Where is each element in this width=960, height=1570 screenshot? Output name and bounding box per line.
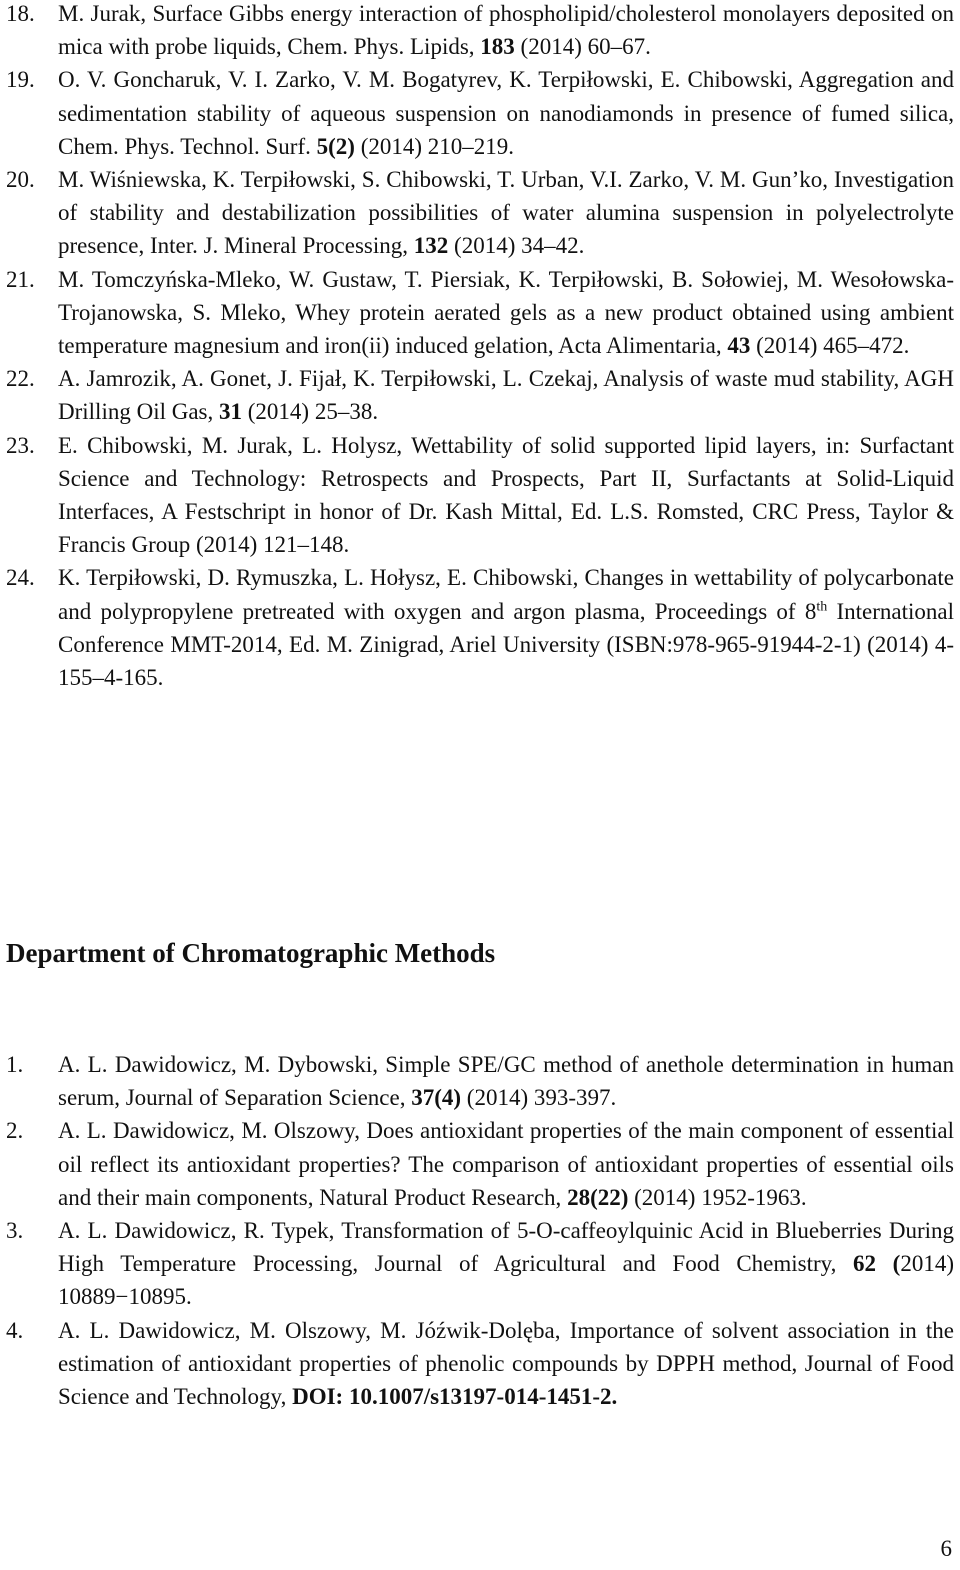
reference-journal: Chem. Phys. Lipids, xyxy=(287,34,481,60)
reference-volume: 28(22) xyxy=(567,1184,629,1210)
reference-title: Investigation of stability and destabilization possibilities of water alumina suspension in polyelectrolyte presence, xyxy=(58,167,954,259)
reference-number: 5. 22. xyxy=(6,366,35,392)
reference-volume: 31 xyxy=(219,399,242,425)
reference-number: 7. 24. xyxy=(6,565,35,591)
reference-volume: 37(4) xyxy=(411,1085,462,1111)
reference-authors: O. V. Goncharuk, V. I. Zarko, V. M. Bogatyrev, K. Terpiłowski, E. Chibowski, xyxy=(58,67,799,93)
reference-authors: K. Terpiłowski, D. Rymuszka, L. Hołysz, E. Chibowski, xyxy=(58,565,585,591)
reference-journal: Journal of Agricultural and Food Chemistry, xyxy=(374,1251,854,1277)
reference-text xyxy=(58,1114,954,1214)
reference-number: 3. 20. xyxy=(6,167,35,193)
reference-number: 2. 2. xyxy=(6,1118,24,1144)
page-number: 6 xyxy=(940,1536,952,1561)
reference-journal: Acta Alimentaria, xyxy=(558,333,728,359)
reference-authors: M. Jurak, xyxy=(58,1,153,26)
reference-item xyxy=(0,429,960,562)
reference-item xyxy=(0,1214,960,1314)
reference-number: 2. 19. xyxy=(6,67,35,93)
reference-pages: (2014) 34–42. xyxy=(448,233,585,259)
reference-title: Simple SPE/GC method of anethole determination in human serum, xyxy=(58,1052,955,1111)
reference-pages: (2014) 465–472. xyxy=(750,333,910,359)
reference-text xyxy=(58,1048,954,1114)
reference-title: Transformation of 5-O-caffeoylquinic Acid in Blueberries During High Temperature Processing, xyxy=(58,1218,954,1277)
reference-volume: 43 xyxy=(727,333,751,359)
reference-title: Does antioxidant properties of the main component of essential oil reflect its antioxidant properties? The comparison of antioxidant properties of essential oils and their main components, xyxy=(58,1118,955,1210)
reference-journal: Journal of Separation Science, xyxy=(125,1085,412,1111)
reference-authors: E. Chibowski, M. Jurak, L. Holysz, xyxy=(58,432,412,458)
reference-volume: 5(2) xyxy=(316,133,355,159)
reference-authors: A. L. Dawidowicz, M. Olszowy, xyxy=(58,1118,367,1144)
reference-text xyxy=(58,561,954,694)
reference-list-top xyxy=(0,0,960,694)
reference-pages: (2014) 4-155–4-165. xyxy=(58,631,954,691)
reference-title: Aggregation and sedimentation stability of aqueous suspension on nanodiamonds in presence of fumed silica, xyxy=(58,67,954,126)
reference-title: Wettability of solid supported lipid layers, in: xyxy=(411,432,860,458)
reference-text xyxy=(58,263,954,363)
reference-number: 4. 4. xyxy=(6,1317,24,1343)
reference-journal: Chem. Phys. Technol. Surf. xyxy=(58,133,317,159)
reference-authors: A. L. Dawidowicz, M. Dybowski, xyxy=(58,1052,386,1077)
reference-journal: Surfactant Science and Technology: Retrospects and Prospects, Part II, Surfactants at Solid-Liquid Interfaces, A Festschript in honor of Dr. Kash Mittal, Ed. L.S. Romsted, CRC Press, Taylor & Francis Group xyxy=(58,432,955,558)
reference-title: Whey protein aerated gels as a new product obtained using ambient temperature magnesium and iron(ii) induced gelation, xyxy=(58,299,954,359)
reference-pages: (2014) 121–148. xyxy=(195,532,350,558)
reference-text xyxy=(58,0,954,63)
reference-doi: DOI: 10.1007/s13197-014-1451-2. xyxy=(292,1384,618,1410)
reference-pages: (2014) 25–38. xyxy=(242,399,379,425)
reference-pages: (2014) 210–219. xyxy=(354,133,515,159)
reference-volume: 62 ( xyxy=(853,1251,901,1277)
reference-journal: AGH Drilling Oil Gas, xyxy=(58,366,954,425)
reference-number: 4. 21. xyxy=(6,266,35,292)
reference-title: Changes in wettability of polycarbonate and polypropylene pretreated with oxygen and argon plasma, xyxy=(58,565,954,624)
reference-number: 1. 18. xyxy=(6,1,35,26)
reference-item xyxy=(0,263,960,363)
reference-authors: A. L. Dawidowicz, R. Typek, xyxy=(58,1218,342,1244)
reference-item xyxy=(0,1314,960,1414)
reference-authors: M. Tomczyńska-Mleko, W. Gustaw, T. Piersiak, K. Terpiłowski, B. Sołowiej, M. Wesołowska-Trojanowska, S. Mleko, xyxy=(58,266,954,325)
reference-volume: 183 xyxy=(480,34,515,60)
section-heading: Department of Chromatographic Methods xyxy=(6,938,496,968)
reference-pages: 2014) 10889−10895. xyxy=(58,1251,954,1310)
reference-journal-continued: International Conference MMT-2014, Ed. M. Zinigrad, Ariel University (ISBN:978-965-91944-2-1) xyxy=(58,598,954,657)
reference-text xyxy=(58,1314,954,1414)
reference-list-bottom xyxy=(0,1048,960,1413)
reference-pages: (2014) 393-397. xyxy=(461,1085,617,1111)
reference-pages: (2014) 1952-1963. xyxy=(628,1184,807,1210)
reference-authors: M. Wiśniewska, K. Terpiłowski, S. Chibowski, T. Urban, V.I. Zarko, V. M. Gun’ko, xyxy=(58,167,834,193)
reference-item xyxy=(0,1114,960,1214)
reference-item xyxy=(0,362,960,428)
reference-authors: A. Jamrozik, A. Gonet, J. Fijał, K. Terpiłowski, L. Czekaj, xyxy=(58,366,604,392)
reference-number: 1. 1. xyxy=(6,1052,24,1077)
reference-item xyxy=(0,163,960,263)
reference-journal: Inter. J. Mineral Processing, xyxy=(149,233,414,259)
reference-item xyxy=(0,63,960,163)
reference-title: Surface Gibbs energy interaction of phospholipid/cholesterol monolayers deposited on mica with probe liquids, xyxy=(58,1,954,60)
reference-text xyxy=(58,429,954,562)
reference-title: Analysis of waste mud stability, xyxy=(603,366,905,392)
reference-pages: (2014) 60–67. xyxy=(514,34,651,60)
reference-title: Importance of solvent association in the estimation of antioxidant properties of phenolic compounds by DPPH method, xyxy=(58,1317,954,1376)
reference-text xyxy=(58,63,954,163)
reference-item xyxy=(0,0,960,63)
reference-text xyxy=(58,1214,954,1314)
reference-journal: Journal of Food Science and Technology, xyxy=(58,1350,954,1410)
reference-item xyxy=(0,1048,960,1114)
reference-journal: Natural Product Research, xyxy=(319,1184,568,1210)
reference-volume: 132 xyxy=(413,233,449,259)
reference-number: 6. 23. xyxy=(6,432,35,458)
reference-text xyxy=(58,362,954,428)
ordinal-superscript: th xyxy=(816,599,828,614)
reference-journal: Proceedings of 8 xyxy=(654,598,817,624)
reference-number: 3. 3. xyxy=(6,1218,24,1244)
reference-item xyxy=(0,561,960,694)
reference-authors: A. L. Dawidowicz, M. Olszowy, M. Jóźwik-Dolęba, xyxy=(58,1317,570,1343)
reference-text xyxy=(58,163,954,263)
